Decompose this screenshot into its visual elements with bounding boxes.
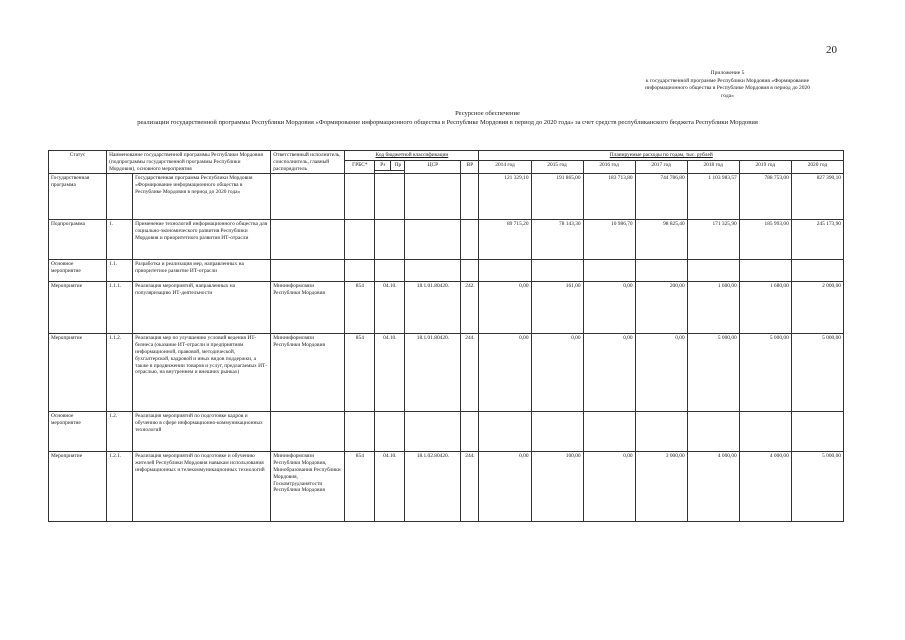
row-rzpr: 04.10.	[375, 452, 405, 522]
row-year-value	[791, 412, 843, 452]
row-year-value: 5 000,00	[739, 334, 791, 412]
header-year: 2018 год	[687, 160, 739, 174]
header-name: Наименование государственной программы Республики Мордовия (подпрограммы государственной программы Республики Мордовия), основного мероприятия	[107, 151, 271, 174]
header-executor: Ответственный исполнитель, соисполнитель, главный распорядитель	[271, 151, 345, 174]
row-status: Мероприятие	[49, 452, 107, 522]
row-year-value: 1 680,00	[739, 282, 791, 334]
row-year-value: 4 000,00	[739, 452, 791, 522]
row-status: Мероприятие	[49, 334, 107, 412]
row-name: Реализация мероприятий по подготовке и обучению жителей Республики Мордовия навыкам использования информационных и телекоммуникационных технологий	[133, 452, 271, 522]
row-name: Разработка и реализация мер, направленных на приоритетное развитие ИТ-отрасли	[133, 260, 271, 282]
row-year-value: 191 865,00	[531, 174, 583, 220]
row-year-value: 98 825,40	[635, 220, 687, 260]
row-name: Государственная программа Республики Мордовия «Формирование информационного общества в Республике Мордовия в период до 2020 года»	[133, 174, 271, 220]
row-year-value: 245 173,90	[791, 220, 843, 260]
row-number: 1.1.1.	[107, 282, 133, 334]
row-year-value: 183 713,80	[583, 174, 635, 220]
row-rzpr	[375, 174, 405, 220]
row-csr: 18.1.01.80420.	[405, 334, 461, 412]
row-year-value	[791, 260, 843, 282]
row-year-value	[479, 412, 531, 452]
row-status: Государственная программа	[49, 174, 107, 220]
row-year-value: 1 103 983,57	[687, 174, 739, 220]
row-status: Мероприятие	[49, 282, 107, 334]
row-year-value: 121 329,10	[479, 174, 531, 220]
row-executor	[271, 220, 345, 260]
row-grbs	[345, 174, 375, 220]
row-csr	[405, 260, 461, 282]
document-title-line2: реализации государственной программы Республики Мордовия «Формирование информационного общества в Республике Мордовия в период до 2020 года» за счет средств республиканского бюджета Республики Мордовия	[137, 118, 758, 126]
row-year-value: 744 786,80	[635, 174, 687, 220]
row-number: 1.1.	[107, 260, 133, 282]
row-number: 1.	[107, 220, 133, 260]
row-csr: 18.1.02.80420.	[405, 452, 461, 522]
row-year-value	[479, 260, 531, 282]
row-grbs	[345, 260, 375, 282]
page-number: 20	[826, 44, 837, 56]
row-grbs	[345, 220, 375, 260]
row-status: Подпрограмма	[49, 220, 107, 260]
row-name: Реализация мероприятий, направленных на популяризацию ИТ-деятельности	[133, 282, 271, 334]
row-vr	[461, 260, 479, 282]
row-executor: Мининформсвязи Республики Мордовия	[271, 282, 345, 334]
row-year-value: 5 000,00	[687, 334, 739, 412]
row-executor: Мининформсвязи Республики Мордовия	[271, 334, 345, 412]
row-executor	[271, 260, 345, 282]
row-csr	[405, 412, 461, 452]
row-year-value: 5 000,00	[791, 334, 843, 412]
row-year-value: 2 000,00	[791, 282, 843, 334]
document-title-line1: Ресурсное обеспечение	[455, 110, 520, 117]
row-vr: 242.	[461, 282, 479, 334]
row-year-value	[635, 412, 687, 452]
header-year: 2014 год	[479, 160, 531, 174]
row-rzpr: 04.10.	[375, 282, 405, 334]
table-row	[49, 412, 844, 452]
row-year-value: 89 715,20	[479, 220, 531, 260]
row-grbs: 854	[345, 452, 375, 522]
row-executor	[271, 174, 345, 220]
row-rzpr	[375, 412, 405, 452]
header-year: 2015 год	[531, 160, 583, 174]
header-vr: ВР	[461, 160, 479, 174]
row-year-value	[687, 260, 739, 282]
appendix-title: Приложение 5	[710, 70, 745, 76]
header-year: 2020 год	[791, 160, 843, 174]
row-year-value: 0,00	[479, 282, 531, 334]
header-year: 2016 год	[583, 160, 635, 174]
row-year-value: 0,00	[479, 334, 531, 412]
appendix-note	[615, 70, 840, 100]
row-year-value: 788 753,00	[739, 174, 791, 220]
row-csr	[405, 174, 461, 220]
row-year-value	[583, 412, 635, 452]
row-year-value: 1 600,00	[687, 282, 739, 334]
row-name: Применение технологий информационного общества для социально-экономического развития Республики Мордовия и приоритетного развития ИТ-отрасли	[133, 220, 271, 260]
row-year-value: 200,00	[635, 282, 687, 334]
row-year-value: 161,00	[531, 282, 583, 334]
row-name: Реализация мер по улучшению условий ведения ИТ-бизнеса (оказание ИТ-отрасли и предприятиям информационной, правовой, методической, бухгалтерской, кадровой и иных видов поддержки, а также в продвижении товаров и услуг, предлагаемых ИТ-отраслью, на внутреннем и внешних рынках)	[133, 334, 271, 412]
header-year: 2017 год	[635, 160, 687, 174]
header-expenses: Планируемые расходы по годам, тыс. рублей	[479, 151, 844, 161]
row-number	[107, 174, 133, 220]
document-title	[0, 110, 905, 127]
header-pr: Пр	[391, 160, 405, 171]
row-rzpr	[375, 220, 405, 260]
row-year-value: 171 325,90	[687, 220, 739, 260]
table-row	[49, 260, 844, 282]
header-rz: Рз	[375, 160, 391, 171]
row-number: 1.1.2.	[107, 334, 133, 412]
row-year-value: 0,00	[583, 282, 635, 334]
row-vr	[461, 412, 479, 452]
row-year-value	[583, 260, 635, 282]
row-year-value: 100,00	[531, 452, 583, 522]
row-year-value: 10 986,70	[583, 220, 635, 260]
row-name: Реализация мероприятий по подготовке кадров и обучению в сфере информационно-коммуникационных технологий	[133, 412, 271, 452]
row-year-value: 185 993,00	[739, 220, 791, 260]
row-csr: 18.1.01.80420.	[405, 282, 461, 334]
row-year-value: 5 000,00	[791, 452, 843, 522]
resource-table	[48, 150, 844, 522]
row-number: 1.2.1.	[107, 452, 133, 522]
row-year-value	[739, 412, 791, 452]
row-year-value: 4 000,00	[687, 452, 739, 522]
row-number: 1.2.	[107, 412, 133, 452]
row-year-value	[531, 260, 583, 282]
row-vr	[461, 220, 479, 260]
row-year-value: 0,00	[583, 334, 635, 412]
appendix-line: года»	[721, 92, 734, 99]
row-year-value: 3 000,00	[635, 452, 687, 522]
table-row	[49, 220, 844, 260]
row-year-value: 0,00	[531, 334, 583, 412]
row-grbs	[345, 412, 375, 452]
row-year-value	[739, 260, 791, 282]
row-status: Основное мероприятие	[49, 412, 107, 452]
row-vr: 244.	[461, 452, 479, 522]
row-vr	[461, 174, 479, 220]
row-csr	[405, 220, 461, 260]
row-grbs: 854	[345, 334, 375, 412]
row-year-value	[687, 412, 739, 452]
appendix-line: информационного общества в Республике Мордовия в период до 2020	[644, 85, 811, 92]
row-year-value	[635, 260, 687, 282]
header-csr: ЦСР	[405, 160, 461, 174]
header-budget-code: Код бюджетной классификации	[345, 151, 479, 161]
appendix-line: к государственной программе Республики Мордовия «Формирование	[645, 77, 810, 84]
row-year-value: 827 390,10	[791, 174, 843, 220]
row-rzpr: 04.10.	[375, 334, 405, 412]
header-year: 2019 год	[739, 160, 791, 174]
row-year-value: 0,00	[479, 452, 531, 522]
row-grbs: 854	[345, 282, 375, 334]
row-rzpr	[375, 260, 405, 282]
header-status: Статус	[49, 151, 107, 174]
table-row	[49, 334, 844, 412]
table-header-row	[49, 151, 844, 161]
header-grbs: ГРБС*	[345, 160, 375, 174]
row-year-value: 0,00	[635, 334, 687, 412]
row-executor: Мининформсвязи Республики Мордовия, Минобразования Республики Мордовия, Госкомтрудзанятости Республики Мордовия	[271, 452, 345, 522]
table-row	[49, 282, 844, 334]
table-row	[49, 174, 844, 220]
row-year-value	[531, 412, 583, 452]
table-row	[49, 452, 844, 522]
row-year-value: 0,00	[583, 452, 635, 522]
row-status: Основное мероприятие	[49, 260, 107, 282]
row-executor	[271, 412, 345, 452]
row-vr: 244.	[461, 334, 479, 412]
row-year-value: 78 143,30	[531, 220, 583, 260]
